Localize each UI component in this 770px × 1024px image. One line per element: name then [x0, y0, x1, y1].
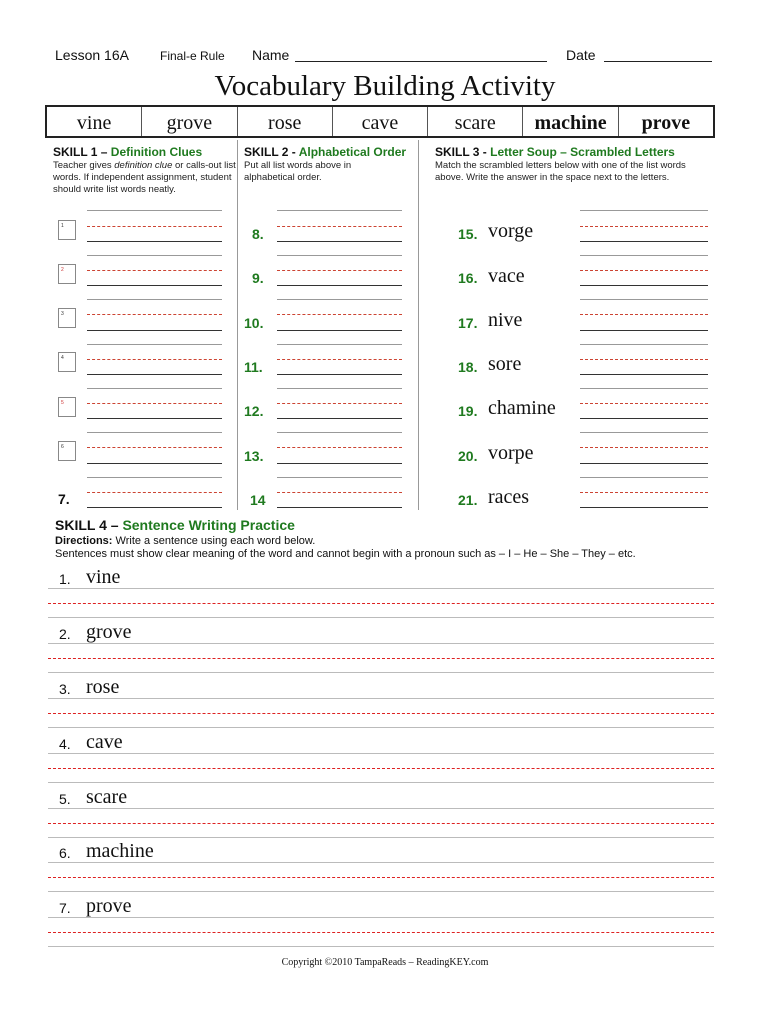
date-field[interactable]: [604, 61, 712, 62]
guide-line: [580, 388, 708, 389]
guide-line: [48, 917, 714, 918]
guide-line: [87, 255, 222, 256]
guide-line: [87, 226, 222, 227]
guide-line: [87, 270, 222, 271]
sentence-line[interactable]: [48, 891, 714, 892]
guide-line: [277, 477, 402, 478]
guide-line: [580, 492, 708, 493]
skill1-desc-part: or calls-out list words. If independent assignment, student should write list words neatly.: [53, 160, 236, 195]
skill1-prefix: SKILL 1 –: [53, 145, 111, 159]
guide-line: [277, 403, 402, 404]
answer-line[interactable]: [87, 241, 222, 242]
sentence-line[interactable]: [48, 672, 714, 673]
sentence-word: vine: [86, 566, 121, 588]
guide-line: [580, 477, 708, 478]
guide-line: [277, 299, 402, 300]
guide-line: [580, 270, 708, 271]
clue-box: 2: [58, 264, 76, 284]
name-label: Name: [252, 47, 290, 63]
guide-line: [277, 359, 402, 360]
sentence-word: prove: [86, 895, 132, 917]
scrambled-word: vorpe: [488, 442, 534, 464]
page-title: Vocabulary Building Activity: [214, 70, 556, 102]
skill1-desc-part: Teacher gives: [53, 160, 115, 171]
guide-line: [48, 698, 714, 699]
answer-line[interactable]: [277, 463, 402, 464]
skill3-description: Match the scrambled letters below with one of the list words above. Write the answer in the space next to the letters.: [435, 160, 686, 183]
word-bank-item: machine: [523, 107, 618, 136]
guide-line: [277, 492, 402, 493]
guide-line: [580, 403, 708, 404]
skill3-number: 21.: [458, 492, 478, 508]
skill2-prefix: SKILL 2 -: [244, 145, 299, 159]
sentence-number: 7.: [59, 900, 71, 916]
skill4-rule: Sentences must show clear meaning of the word and cannot begin with a pronoun such as – I – He – She – They – etc.: [55, 548, 636, 560]
skill4-prefix: SKILL 4 –: [55, 517, 123, 533]
guide-line: [48, 932, 714, 933]
word-bank: [45, 105, 715, 138]
sentence-line[interactable]: [48, 617, 714, 618]
clue-box: 3: [58, 308, 76, 328]
skill2-number: 11.: [244, 359, 263, 375]
guide-line: [87, 344, 222, 345]
clue-box: 4: [58, 352, 76, 372]
skill2-number: 12.: [244, 403, 264, 419]
guide-line: [48, 588, 714, 589]
guide-line: [87, 388, 222, 389]
skill3-number: 20.: [458, 448, 478, 464]
guide-line: [277, 388, 402, 389]
skill1-name: Definition Clues: [110, 145, 203, 159]
guide-line: [87, 210, 222, 211]
rule-label: Final-e Rule: [160, 49, 225, 63]
guide-line: [48, 862, 714, 863]
date-label: Date: [566, 47, 596, 63]
skill3-number: 18.: [458, 359, 478, 375]
sentence-word: cave: [86, 731, 123, 753]
sentence-number: 6.: [59, 845, 71, 861]
guide-line: [87, 477, 222, 478]
guide-line: [48, 877, 714, 878]
skill3-name: Letter Soup – Scrambled Letters: [490, 145, 675, 159]
skill4-name: Sentence Writing Practice: [122, 517, 295, 533]
skill2-number: 13.: [244, 448, 264, 464]
answer-line[interactable]: [277, 285, 402, 286]
guide-line: [87, 432, 222, 433]
skill4-title: [55, 517, 295, 533]
skill2-number: 8.: [252, 226, 264, 242]
skill3-number: 15.: [458, 226, 478, 242]
scrambled-word: vace: [488, 265, 525, 287]
sentence-line[interactable]: [48, 782, 714, 783]
answer-line[interactable]: [87, 374, 222, 375]
answer-line[interactable]: [87, 418, 222, 419]
skill2-number: 9.: [252, 270, 264, 286]
answer-line[interactable]: [87, 463, 222, 464]
skill2-number: 10.: [244, 315, 264, 331]
clue-box: 1: [58, 220, 76, 240]
guide-line: [277, 270, 402, 271]
scrambled-word: sore: [488, 353, 522, 375]
guide-line: [580, 447, 708, 448]
skill1-desc-italic: definition clue: [114, 160, 173, 171]
guide-line: [87, 447, 222, 448]
skill3-number: 19.: [458, 403, 478, 419]
answer-line[interactable]: [580, 463, 708, 464]
guide-line: [580, 299, 708, 300]
guide-line: [48, 753, 714, 754]
answer-line[interactable]: [87, 330, 222, 331]
answer-line[interactable]: [87, 507, 222, 508]
sentence-number: 4.: [59, 736, 71, 752]
guide-line: [580, 226, 708, 227]
guide-line: [277, 255, 402, 256]
guide-line: [277, 210, 402, 211]
sentence-line[interactable]: [48, 727, 714, 728]
scrambled-word: chamine: [488, 397, 556, 419]
sentence-line[interactable]: [48, 946, 714, 947]
directions-text: Write a sentence using each word below.: [112, 535, 316, 547]
word-bank-item: cave: [333, 107, 428, 136]
scrambled-word: vorge: [488, 220, 534, 242]
sentence-number: 1.: [59, 571, 71, 587]
skill3-number: 17.: [458, 315, 478, 331]
answer-line[interactable]: [580, 418, 708, 419]
guide-line: [48, 768, 714, 769]
column-divider: [418, 140, 419, 510]
guide-line: [277, 447, 402, 448]
guide-line: [48, 643, 714, 644]
guide-line: [87, 299, 222, 300]
answer-line[interactable]: [580, 285, 708, 286]
skill2-description: Put all list words above in alphabetical order.: [244, 160, 352, 183]
guide-line: [48, 658, 714, 659]
word-bank-item: vine: [47, 107, 142, 136]
guide-line: [277, 432, 402, 433]
guide-line: [87, 314, 222, 315]
sentence-number: 5.: [59, 791, 71, 807]
answer-line[interactable]: [580, 330, 708, 331]
sentence-line[interactable]: [48, 837, 714, 838]
scrambled-word: races: [488, 486, 530, 508]
copyright: Copyright ©2010 TampaReads – ReadingKEY.com: [281, 957, 489, 968]
guide-line: [48, 713, 714, 714]
guide-line: [580, 359, 708, 360]
skill1-number: 7.: [58, 491, 70, 507]
skill3-title: [435, 145, 675, 159]
skill1-title: [53, 145, 202, 159]
skill2-title: [244, 145, 406, 159]
skill3-number: 16.: [458, 270, 478, 286]
guide-line: [87, 403, 222, 404]
guide-line: [277, 314, 402, 315]
scrambled-word: nive: [488, 309, 523, 331]
guide-line: [48, 808, 714, 809]
answer-line[interactable]: [277, 241, 402, 242]
skill2-name: Alphabetical Order: [298, 145, 407, 159]
guide-line: [580, 210, 708, 211]
guide-line: [48, 603, 714, 604]
answer-line[interactable]: [277, 507, 402, 508]
answer-line[interactable]: [277, 374, 402, 375]
sentence-number: 3.: [59, 681, 71, 697]
guide-line: [48, 823, 714, 824]
sentence-word: scare: [86, 786, 128, 808]
answer-line[interactable]: [580, 241, 708, 242]
answer-line[interactable]: [87, 285, 222, 286]
guide-line: [580, 432, 708, 433]
guide-line: [580, 344, 708, 345]
word-bank-item: rose: [238, 107, 333, 136]
guide-line: [87, 492, 222, 493]
answer-line[interactable]: [580, 374, 708, 375]
word-bank-item: prove: [641, 112, 691, 134]
guide-line: [87, 359, 222, 360]
guide-line: [580, 255, 708, 256]
skill2-number: 14: [250, 492, 266, 508]
sentence-word: rose: [86, 676, 120, 698]
name-field[interactable]: [295, 61, 547, 62]
clue-box: 6: [58, 441, 76, 461]
clue-box: 5: [58, 397, 76, 417]
guide-line: [277, 344, 402, 345]
sentence-number: 2.: [59, 626, 71, 642]
sentence-word: grove: [86, 621, 132, 643]
lesson-label: Lesson 16A: [55, 47, 129, 63]
answer-line[interactable]: [277, 330, 402, 331]
word-bank-item: scare: [428, 107, 523, 136]
guide-line: [277, 226, 402, 227]
answer-line[interactable]: [580, 507, 708, 508]
answer-line[interactable]: [277, 418, 402, 419]
sentence-word: machine: [86, 840, 154, 862]
directions-label: Directions:: [55, 535, 113, 547]
skill1-description: [53, 160, 238, 196]
skill3-prefix: SKILL 3 -: [435, 145, 491, 159]
word-bank-item: grove: [142, 107, 237, 136]
guide-line: [580, 314, 708, 315]
skill4-directions: [55, 535, 315, 547]
